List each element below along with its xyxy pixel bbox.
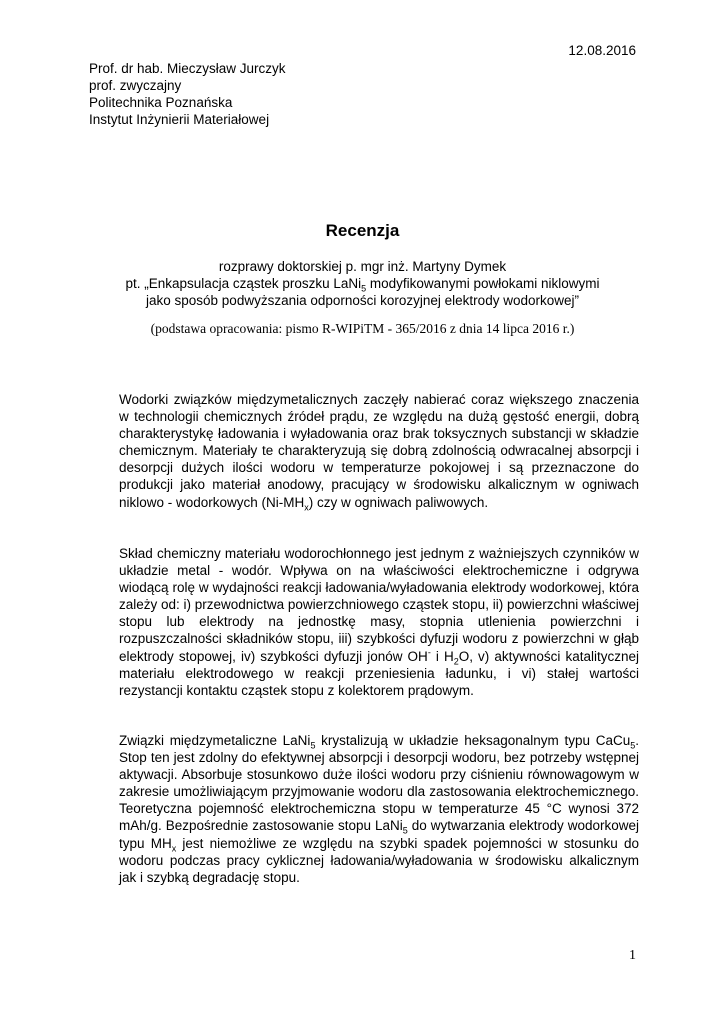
paragraph-text: do wytwarzania elektrody wodorkowej typu MH bbox=[119, 818, 639, 851]
subscript: 5 bbox=[361, 283, 367, 294]
subtitle-line-2-text: modyfikowanymi powłokami niklowymi bbox=[366, 276, 600, 291]
subtitle-line-2 bbox=[0, 275, 725, 292]
paragraph-text: ) czy w ogniwach paliwowych. bbox=[308, 494, 489, 510]
subtitle-line-1: rozprawy doktorskiej p. mgr inż. Martyny Dymek bbox=[218, 259, 507, 274]
subscript: x bbox=[171, 843, 177, 854]
paragraph-text: jest niemożliwe ze względu na szybki spadek pojemności w stosunku do wodoru podczas pracy cyklicznej ładowania/wyładowania w środowisku alkalicznym jak i szybką degradację stopu. bbox=[119, 835, 639, 885]
paragraph-1 bbox=[119, 391, 639, 511]
subtitle-line-3: jako sposób podwyższania odporności korozyjnej elektrody wodorkowej” bbox=[146, 293, 579, 308]
paragraph-text: Wodorki związków międzymetalicznych zaczęły nabierać coraz większego znaczenia w technologii chemicznych źródeł prądu, ze względu na dużą gęstość energii, dobrą charakterystykę ładowania i wyładowania oraz brak toksycznych substancji w składzie chemicznym. Materiały te charakteryzują się dobrą zdolnością odwracalnej absorpcji i desorpcji dużych ilości wodoru w temperaturze pokojowej i są przeznaczone do produkcji jako materiał anodowy, pracujący w środowisku alkalicznym w ogniwach niklowo - wodorkowych (Ni-MH bbox=[119, 392, 639, 510]
subscript: 5 bbox=[310, 740, 316, 751]
paragraph-text: . Stop ten jest zdolny do efektywnej absorpcji i desorpcji wodoru, bez potrzeby wstępnej aktywacji. Absorbuje stosunkowo duże ilości wodoru przy ciśnieniu równowagowym w zakresie umożliwiającym przyjmowanie wodoru dla zastosowania elektrochemicznego. Teoretyczna pojemność elektrochemiczna stopu w temperaturze 45 °C wynosi 372 mAh/g. Bezpośrednie zastosowanie stopu LaNi bbox=[119, 733, 639, 834]
subscript: 5 bbox=[402, 826, 408, 837]
paragraph-text: krystalizują w układzie heksagonalnym typu CaCu bbox=[315, 733, 631, 748]
author-block bbox=[89, 60, 286, 128]
paragraph-2 bbox=[119, 545, 639, 699]
superscript: - bbox=[427, 647, 431, 658]
document-title: Recenzja bbox=[325, 221, 400, 240]
author-name: Prof. dr hab. Mieczysław Jurczyk bbox=[89, 61, 286, 76]
paragraph-text: O, v) aktywności katalitycznej materiału elektrodowego w reakcji przeniesienia ładunku, i vi) stałej wartości rezystancji kontaktu cząstek stopu z kolektorem prądowym. bbox=[119, 648, 640, 698]
paragraph-text: Związki międzymetaliczne LaNi bbox=[119, 733, 311, 748]
author-university: Politechnika Poznańska bbox=[89, 95, 233, 110]
subscript: x bbox=[304, 502, 309, 513]
document-date: 12.08.2016 bbox=[568, 43, 636, 58]
author-position: prof. zwyczajny bbox=[89, 78, 182, 93]
subscript: 5 bbox=[630, 740, 636, 751]
paragraph-text: i H bbox=[430, 648, 454, 664]
paragraph-3 bbox=[119, 732, 639, 886]
paragraph-text: Skład chemiczny materiału wodorochłonnego jest jednym z ważniejszych czynników w układzie metal - wodór. Wpływa on na właściwości elektrochemiczne i odgrywa wiodącą rolę w wydajności reakcji ładowania/wyładowania elektrody wodorkowej, która zależy od: i) przewodnictwa powierzchniowego cząstek stopu, ii) powierzchni właściwej stopu lub elektrody na jednostkę masy, stopnia utlenienia powierzchni i rozpuszczalności składników stopu, iii) szybkości dyfuzji wodoru z powierzchni w głąb elektrody stopowej, iv) szybkości dyfuzji jonów OH bbox=[119, 546, 639, 664]
page-number: 1 bbox=[629, 948, 636, 963]
basis-note: (podstawa opracowania: pismo R-WIPiTM - 365/2016 z dnia 14 lipca 2016 r.) bbox=[150, 321, 575, 336]
subscript: 2 bbox=[453, 656, 459, 667]
author-institute: Instytut Inżynierii Materiałowej bbox=[89, 112, 270, 127]
subtitle-line-2-text: pt. „Enkapsulacja cząstek proszku LaNi bbox=[125, 276, 362, 291]
